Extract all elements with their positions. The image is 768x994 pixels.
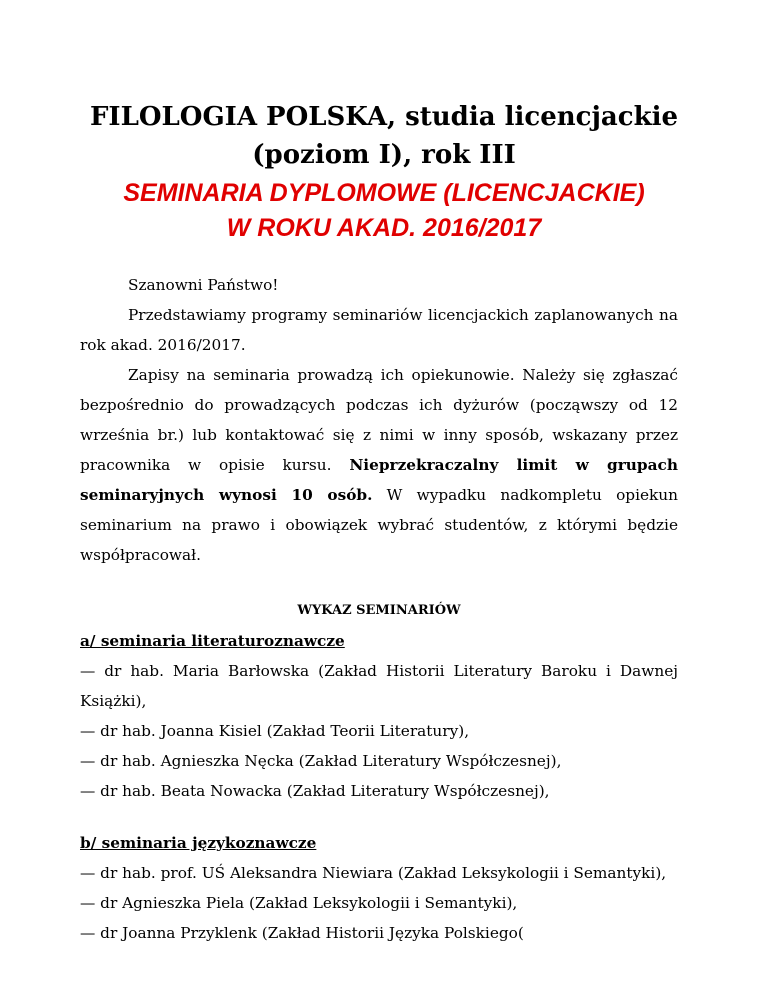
list-item: — dr hab. Maria Barłowska (Zakład Historii Literatury Baroku i Dawnej Książki), [80, 662, 678, 710]
title-line-1: FILOLOGIA POLSKA, studia licencjackie [89, 102, 679, 132]
limit-notice: Nieprzekraczalny limit w grupach seminaryjnych wynosi 10 osób. [80, 456, 678, 504]
paragraph-2-text-a: Zapisy na seminaria prowadzą ich opiekunowie. Należy się zgłaszać bezpośrednio do prowadzących podczas ich dyżurów (począwszy od 12 września br.) lub kontaktować się z nimi w inny sposób, wskazany przez pracownika w opisie kursu. [80, 366, 678, 474]
section-literary-heading: a/ seminaria literaturoznawcze [80, 632, 345, 650]
intro-paragraph-1: Przedstawiamy programy seminariów licencjackich zaplanowanych na rok akad. 2016/2017. [80, 306, 678, 354]
page-title [60, 98, 708, 174]
document-body [80, 270, 678, 948]
title-line-2: (poziom I), rok III [252, 140, 516, 170]
page-subtitle [40, 176, 728, 246]
list-item: — dr hab. Joanna Kisiel (Zakład Teorii Literatury), [80, 722, 470, 740]
seminar-list-heading: WYKAZ SEMINARIÓW [297, 603, 461, 618]
section-linguistic-heading: b/ seminaria językoznawcze [80, 834, 317, 852]
list-item: — dr Agnieszka Piela (Zakład Leksykologii i Semantyki), [80, 894, 518, 912]
list-item: — dr Joanna Przyklenk (Zakład Historii Języka Polskiego( [80, 924, 524, 942]
list-item: — dr hab. Agnieszka Nęcka (Zakład Literatury Współczesnej), [80, 752, 562, 770]
list-item: — dr hab. Beata Nowacka (Zakład Literatury Współczesnej), [80, 782, 550, 800]
intro-paragraph-2 [80, 360, 678, 570]
subtitle-line-2: W ROKU AKAD. 2016/2017 [226, 214, 542, 242]
paragraph-2-text-b: W wypadku nadkompletu opiekun seminarium na prawo i obowiązek wybrać studentów, z którymi będzie współpracował. [80, 486, 678, 564]
list-item: — dr hab. prof. UŚ Aleksandra Niewiara (Zakład Leksykologii i Semantyki), [80, 864, 667, 882]
subtitle-line-1: SEMINARIA DYPLOMOWE (LICENCJACKIE) [123, 179, 645, 207]
greeting: Szanowni Państwo! [128, 276, 279, 294]
